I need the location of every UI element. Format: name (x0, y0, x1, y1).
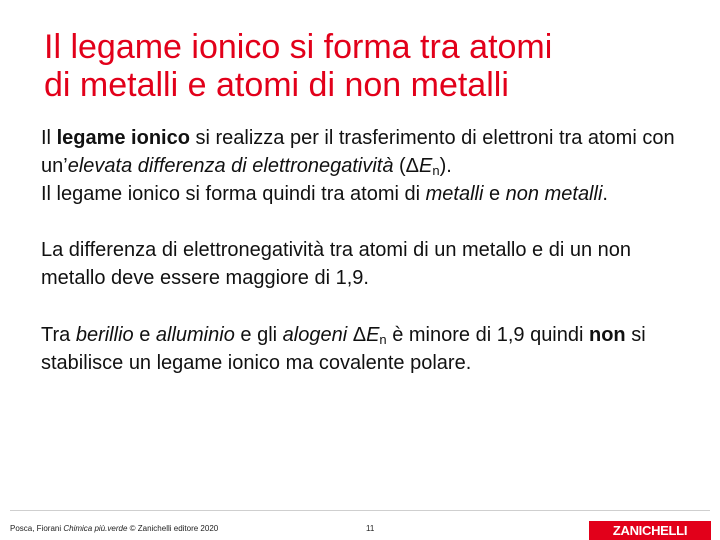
bold-term: legame ionico (56, 127, 190, 149)
italic-term: elevata differenza di elettronegatività (67, 155, 394, 177)
credits-book-title: Chimica più.verde (63, 524, 128, 533)
publisher-logo: ZANICHELLI (589, 521, 711, 540)
bold-term: non (589, 324, 626, 346)
text-run: (Δ (393, 155, 420, 177)
text-run: si realizza per il trasferimento di elettroni tra atomi con un’ (41, 127, 675, 177)
text-run: Tra (41, 324, 76, 346)
paragraph-threshold: La differenza di elettronegatività tra atomi di un metallo e di un non metallo deve essere maggiore di 1,9. (41, 239, 631, 289)
text-run: Δ (347, 324, 367, 346)
italic-symbol: E (366, 324, 380, 346)
italic-term: non metalli (505, 183, 603, 205)
credits-publisher: © Zanichelli editore 2020 (127, 524, 219, 533)
slide-title (44, 28, 694, 104)
text-run: e (483, 183, 506, 205)
slide-footer (0, 510, 720, 540)
text-run: si stabilisce un legame ionico ma covalente polare. (41, 324, 646, 374)
italic-term: berillio (75, 324, 134, 346)
footer-divider (10, 510, 710, 511)
subscript: n (432, 163, 440, 178)
text-run: Il legame ionico si forma quindi tra atomi di (41, 183, 426, 205)
subscript: n (379, 332, 387, 347)
text-run: e (133, 324, 156, 346)
text-run: è minore di 1,9 quindi (386, 324, 589, 346)
italic-term: alluminio (155, 324, 235, 346)
italic-symbol: E (419, 155, 433, 177)
italic-term: metalli (425, 183, 484, 205)
paragraph-definition (41, 124, 681, 208)
credits-authors: Posca, Fiorani (10, 524, 64, 533)
slide-body (41, 124, 681, 377)
page-number: 11 (366, 524, 375, 533)
paragraph-exception (41, 321, 681, 377)
italic-term: alogeni (282, 324, 348, 346)
title-line-2: di metalli e atomi di non metalli (44, 66, 509, 104)
text-run: Il (41, 127, 57, 149)
text-run: . (602, 183, 608, 205)
footer-credits (10, 524, 218, 533)
title-line-1: Il legame ionico si forma tra atomi (44, 28, 553, 66)
text-run: ). (439, 155, 452, 177)
text-run: e gli (234, 324, 283, 346)
